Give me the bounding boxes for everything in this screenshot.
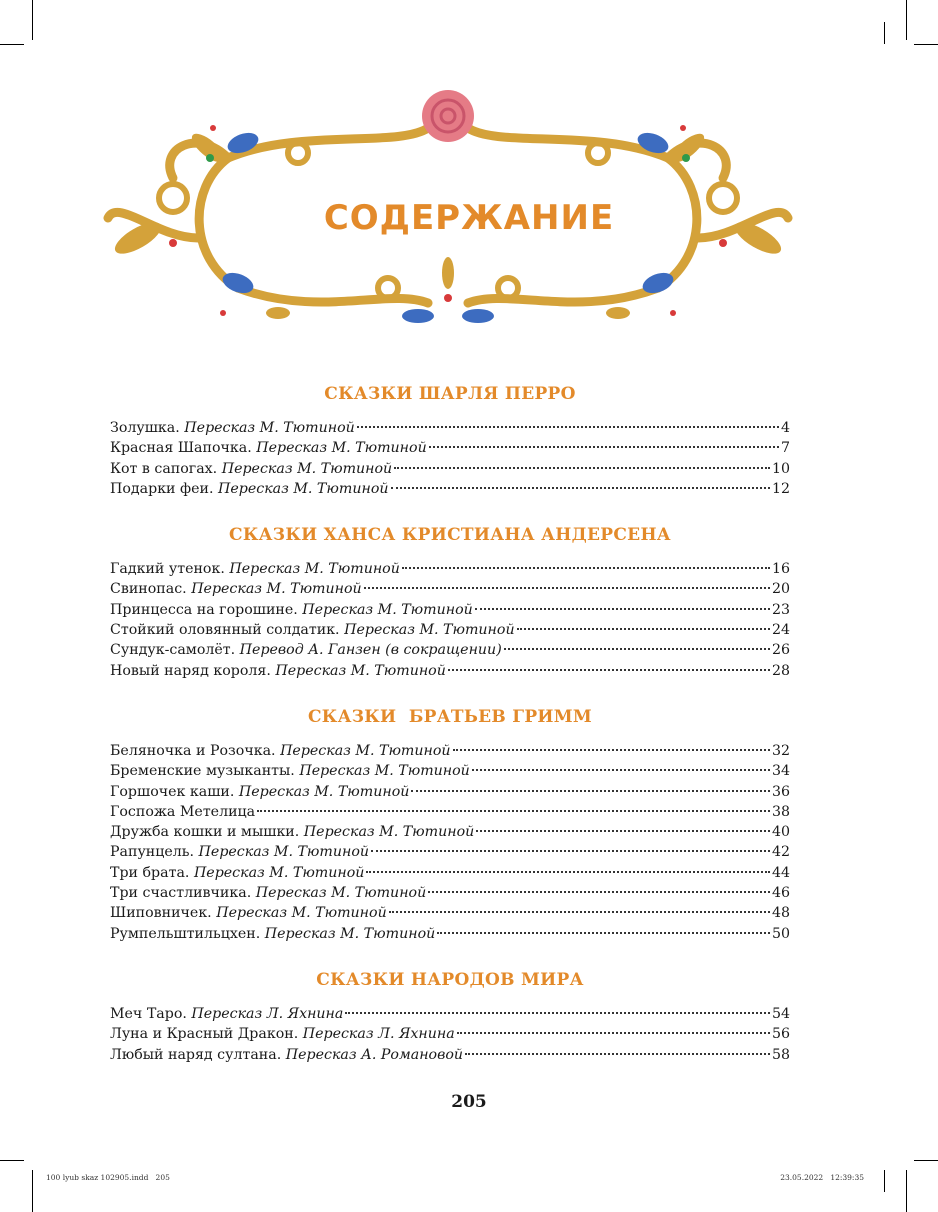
crop-mark xyxy=(906,1170,907,1212)
crop-mark xyxy=(0,44,24,45)
toc-entry: Гадкий утенок. Пересказ М. Тютиной 16 xyxy=(110,561,790,578)
toc-section xyxy=(110,707,790,944)
toc-entry: Новый наряд короля. Пересказ М. Тютиной 28 xyxy=(110,662,790,679)
toc-section xyxy=(110,970,790,1065)
toc-entry: Золушка. Пересказ М. Тютиной 4 xyxy=(110,420,790,436)
toc-entry: Румпельштильцхен. Пересказ М. Тютиной 50 xyxy=(110,925,790,942)
section-heading: СКАЗКИ ХАНСА КРИСТИАНА АНДЕРСЕНА xyxy=(229,525,671,546)
toc-entry: Стойкий оловянный солдатик. Пересказ М. Тютиной 24 xyxy=(110,622,790,639)
toc-entry: Луна и Красный Дракон. Пересказ Л. Яхнина 56 xyxy=(110,1026,790,1043)
rose-icon xyxy=(422,90,474,142)
toc-entry: Сундук-самолёт. Перевод А. Ганзен (в сокращении) 26 xyxy=(110,642,790,659)
section-heading: СКАЗКИ ШАРЛЯ ПЕРРО xyxy=(324,384,576,404)
slug-left: 100 lyub skaz 102905.indd 205 xyxy=(46,1173,170,1182)
crop-mark xyxy=(32,1170,33,1212)
page-number: 205 xyxy=(451,1092,487,1112)
toc-entry: Три брата. Пересказ М. Тютиной 44 xyxy=(110,864,790,881)
crop-mark xyxy=(914,44,938,45)
crop-mark xyxy=(914,1160,938,1161)
table-of-contents xyxy=(110,384,790,1091)
toc-entry: Горшочек каши. Пересказ М. Тютиной 36 xyxy=(110,783,790,800)
toc-entry: Свинопас. Пересказ М. Тютиной 20 xyxy=(110,581,790,598)
toc-entry: Три счастливчика. Пересказ М. Тютиной 46 xyxy=(110,885,790,902)
toc-entry: Рапунцель. Пересказ М. Тютиной 42 xyxy=(110,844,790,861)
toc-entry: Шиповничек. Пересказ М. Тютиной 48 xyxy=(110,905,790,922)
crop-mark xyxy=(906,0,907,40)
crop-mark xyxy=(884,1170,885,1192)
slug-right: 23.05.2022 12:39:35 xyxy=(780,1173,864,1182)
page-title: СОДЕРЖАНИЕ xyxy=(323,198,615,238)
toc-entry: Красная Шапочка. Пересказ М. Тютиной 7 xyxy=(110,440,790,457)
toc-entry: Любый наряд султана. Пересказ А. Романовой 58 xyxy=(110,1046,790,1063)
toc-entry: Госпожа Метелица 38 xyxy=(110,803,790,820)
toc-entry: Принцесса на горошине. Пересказ М. Тютиной 23 xyxy=(110,601,790,618)
section-heading: СКАЗКИ БРАТЬЕВ ГРИММ xyxy=(307,706,593,727)
toc-entry: Подарки феи. Пересказ М. Тютиной 12 xyxy=(110,480,790,497)
crop-mark xyxy=(0,1160,24,1161)
toc-entry: Меч Таро. Пересказ Л. Яхнина 54 xyxy=(110,1005,790,1022)
crop-mark xyxy=(32,0,33,40)
section-heading: СКАЗКИ НАРОДОВ МИРА xyxy=(316,969,584,990)
toc-section xyxy=(110,384,790,499)
crop-mark xyxy=(884,22,885,44)
toc-entry: Кот в сапогах. Пересказ М. Тютиной 10 xyxy=(110,460,790,477)
toc-section xyxy=(110,525,790,681)
toc-entry: Бременские музыканты. Пересказ М. Тютиной 34 xyxy=(110,763,790,780)
toc-entry: Беляночка и Розочка. Пересказ М. Тютиной 32 xyxy=(110,742,790,759)
toc-entry: Дружба кошки и мышки. Пересказ М. Тютиной 40 xyxy=(110,824,790,841)
